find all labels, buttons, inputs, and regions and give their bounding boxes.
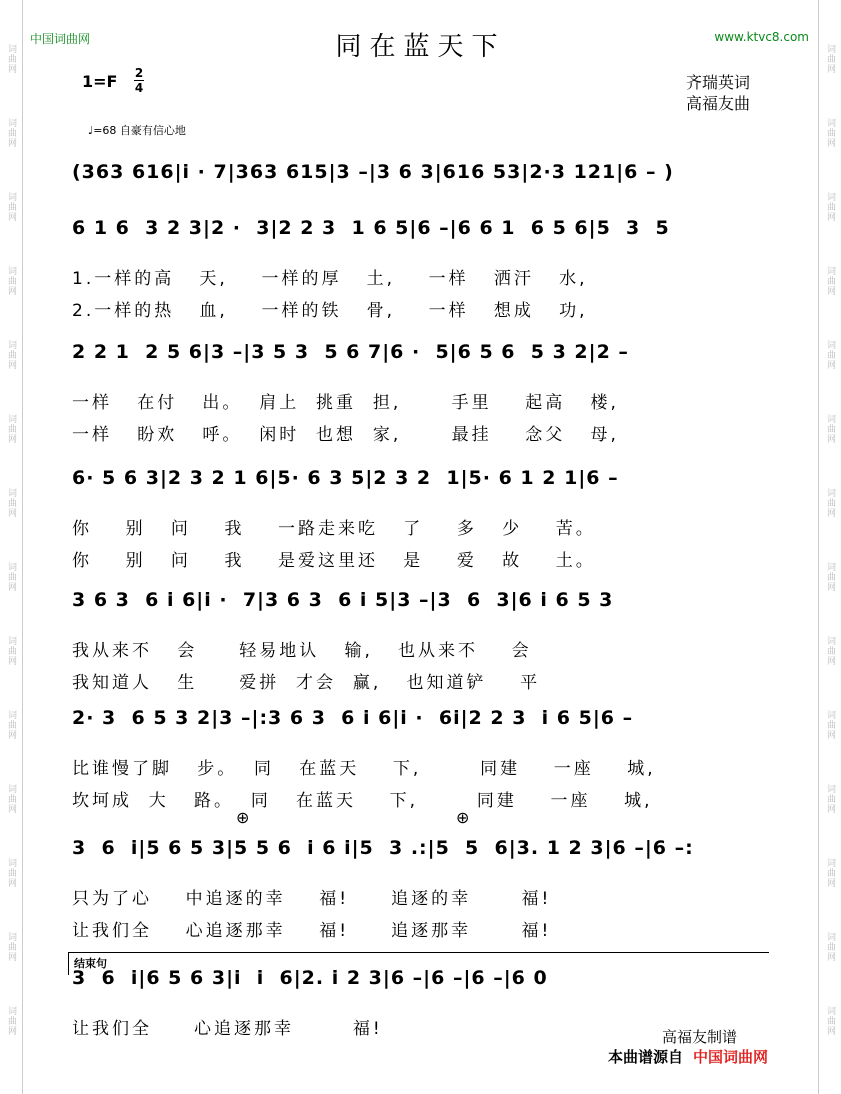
watermark-text: 词曲网 — [6, 44, 16, 74]
watermark-text: 词曲网 — [825, 784, 835, 814]
tempo-marking: ♩=68 自豪有信心地 — [88, 124, 186, 137]
coda-sign: ⊕ — [236, 808, 250, 827]
lyric-line: 你 别 问 我 一路走来吃 了 多 少 苦。 — [72, 519, 596, 539]
time-signature — [134, 66, 144, 95]
site-url: www.ktvc8.com — [714, 30, 809, 44]
ending-bracket — [68, 952, 769, 975]
coda-sign: ⊕ — [456, 808, 470, 827]
watermark-text: 词曲网 — [6, 932, 16, 962]
watermark-text: 词曲网 — [6, 414, 16, 444]
right-watermark-strip — [819, 0, 841, 1094]
left-edge-line — [22, 0, 23, 1094]
notation-line: (363 616|i · 7|363 615|3 –|3 6 3|616 53|2·3 121|6 – ) — [72, 161, 674, 183]
notation-line: 6 1 6 3 2 3|2 · 3|2 2 3 1 6 5|6 –|6 6 1 6 5 6|5 3 5 — [72, 217, 670, 239]
lyric-line: 比谁慢了脚 步。 同 在蓝天 下, 同建 一座 城, — [72, 759, 656, 779]
lyric-line: 1.一样的高 天, 一样的厚 土, 一样 洒汗 水, — [72, 269, 588, 289]
lyric-line: 一样 盼欢 呼。 闲时 也想 家, 最挂 念父 母, — [72, 425, 619, 445]
lyric-line: 一样 在付 出。 肩上 挑重 担, 手里 起高 楼, — [72, 393, 619, 413]
lyric-line: 2.一样的热 血, 一样的铁 骨, 一样 想成 功, — [72, 301, 588, 321]
notation-line: 3 6 i|6 5 6 3|i i 6|2. i 2 3|6 –|6 –|6 –|6 0 — [72, 967, 548, 989]
watermark-text: 词曲网 — [825, 44, 835, 74]
lyric-line: 让我们全 心追逐那幸 福! 追逐那幸 福! — [72, 921, 552, 941]
watermark-text: 词曲网 — [825, 118, 835, 148]
source-note — [608, 1046, 768, 1067]
lyric-line: 让我们全 心追逐那幸 福! — [72, 1019, 383, 1039]
lyric-line: 你 别 问 我 是爱这里还 是 爱 故 土。 — [72, 551, 596, 571]
lyric-line: 我从来不 会 轻易地认 输, 也从来不 会 — [72, 641, 532, 661]
song-title: 同在蓝天下 — [335, 32, 506, 62]
watermark-text: 词曲网 — [6, 192, 16, 222]
lyric-line: 只为了心 中追逐的幸 福! 追逐的幸 福! — [72, 889, 552, 909]
watermark-text: 词曲网 — [825, 636, 835, 666]
transcriber-credit: 高福友制谱 — [662, 1028, 738, 1046]
watermark-text: 词曲网 — [825, 932, 835, 962]
time-denominator: 4 — [134, 81, 144, 95]
watermark-text: 词曲网 — [6, 340, 16, 370]
watermark-text: 词曲网 — [825, 562, 835, 592]
source-site-name: 中国词曲网 — [693, 1048, 769, 1066]
watermark-text: 词曲网 — [825, 858, 835, 888]
watermark-text: 词曲网 — [825, 414, 835, 444]
watermark-text: 词曲网 — [825, 192, 835, 222]
watermark-text: 词曲网 — [825, 710, 835, 740]
lyric-line: 我知道人 生 爱拼 才会 赢, 也知道铲 平 — [72, 673, 541, 693]
notation-line: 2 2 1 2 5 6|3 –|3 5 3 5 6 7|6 · 5|6 5 6 5 3 2|2 – — [72, 341, 629, 363]
site-name-left: 中国词曲网 — [30, 32, 91, 46]
left-watermark-strip — [0, 0, 22, 1094]
notation-line: 6· 5 6 3|2 3 2 1 6|5· 6 3 5|2 3 2 1|5· 6 1 2 1|6 – — [72, 467, 619, 489]
ending-label: 结束句 — [74, 957, 107, 970]
notation-line: 3 6 3 6 i 6|i · 7|3 6 3 6 i 5|3 –|3 6 3|6 i 6 5 3 — [72, 589, 614, 611]
watermark-text: 词曲网 — [6, 118, 16, 148]
source-label: 本曲谱源自 — [608, 1048, 684, 1066]
watermark-text: 词曲网 — [825, 266, 835, 296]
watermark-text: 词曲网 — [6, 562, 16, 592]
notation-line: 3 6 i|5 6 5 3|5 5 6 i 6 i|5 3 .:|5 5 6|3. 1 2 3|6 –|6 –: — [72, 837, 694, 859]
watermark-text: 词曲网 — [825, 488, 835, 518]
watermark-text: 词曲网 — [6, 636, 16, 666]
composer-credit: 高福友曲 — [686, 94, 751, 113]
time-numerator: 2 — [134, 66, 144, 80]
notation-line: 2· 3 6 5 3 2|3 –|:3 6 3 6 i 6|i · 6i|2 2 3 i 6 5|6 – — [72, 707, 634, 729]
watermark-text: 词曲网 — [6, 266, 16, 296]
watermark-text: 词曲网 — [6, 784, 16, 814]
right-edge-line — [818, 0, 819, 1094]
watermark-text: 词曲网 — [6, 858, 16, 888]
watermark-text: 词曲网 — [6, 488, 16, 518]
watermark-text: 词曲网 — [6, 710, 16, 740]
lyric-line: 坎坷成 大 路。 同 在蓝天 下, 同建 一座 城, — [72, 791, 653, 811]
lyricist-credit: 齐瑞英词 — [686, 73, 751, 92]
watermark-text: 词曲网 — [6, 1006, 16, 1036]
watermark-text: 词曲网 — [825, 1006, 835, 1036]
key-signature: 1=F — [82, 72, 118, 91]
watermark-text: 词曲网 — [825, 340, 835, 370]
